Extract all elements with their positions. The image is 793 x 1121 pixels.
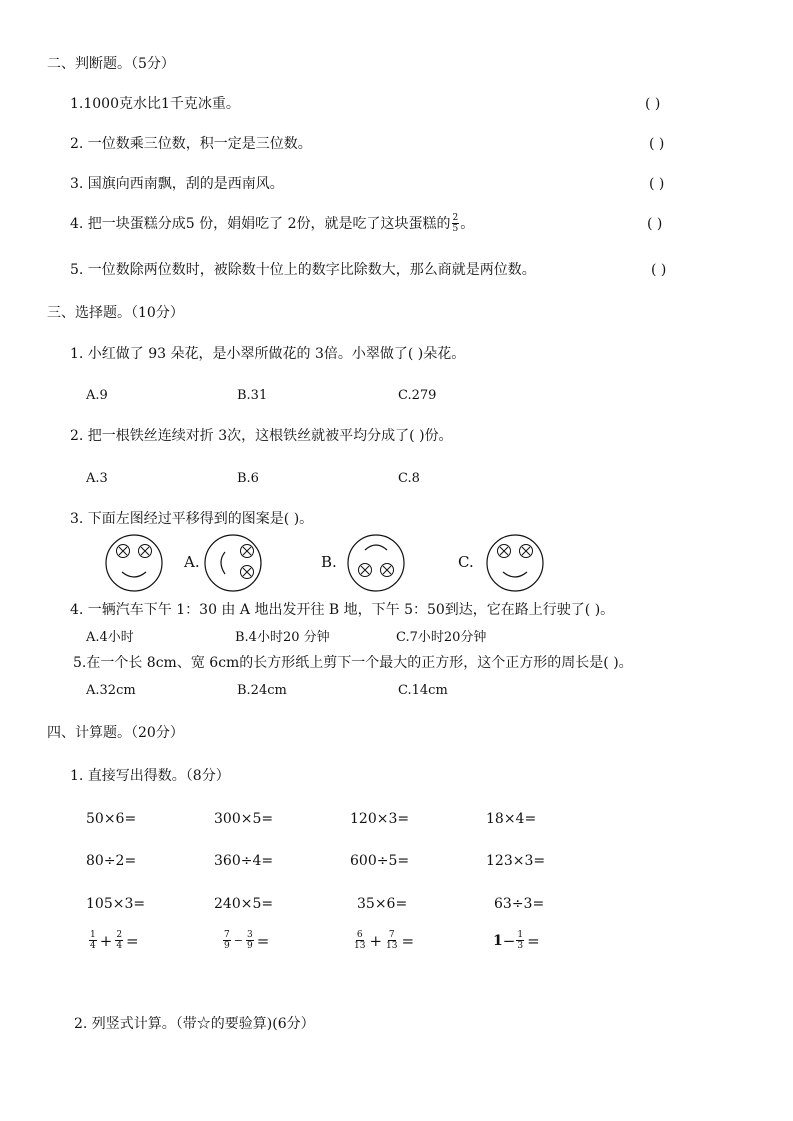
fraction-denominator: 13 bbox=[386, 941, 398, 951]
fraction-denominator: 4 bbox=[90, 941, 96, 951]
choice-question-2: 2. 把一根铁丝连续对折 3次，这根铁丝就被平均分成了( )份。 bbox=[70, 428, 453, 444]
q4-option-a[interactable]: A.4小时 bbox=[86, 630, 134, 645]
operator: + bbox=[369, 931, 383, 950]
fraction-denominator: 9 bbox=[246, 941, 253, 951]
fraction-expression-2 bbox=[222, 930, 271, 951]
fraction-numerator: 6 bbox=[356, 930, 363, 940]
fraction-numerator: 1 bbox=[90, 930, 96, 940]
calc-subheading-2: 2. 列竖式计算。（带☆的要验算)(6分） bbox=[74, 1016, 315, 1032]
calc-expression: 120×3= bbox=[350, 811, 410, 827]
answer-blank-2[interactable]: ( ) bbox=[649, 136, 665, 152]
judgement-item-4 bbox=[70, 213, 474, 234]
fraction-expression-3 bbox=[352, 930, 416, 951]
fraction-numerator: 7 bbox=[224, 930, 230, 940]
q4-option-c[interactable]: C.7小时20分钟 bbox=[396, 630, 487, 645]
q1-option-c[interactable]: C.279 bbox=[398, 388, 437, 403]
fraction-denominator: 9 bbox=[224, 941, 230, 951]
q3-option-a[interactable]: A. bbox=[184, 553, 200, 571]
q3-option-c[interactable]: C. bbox=[458, 553, 474, 571]
original-face-figure bbox=[106, 535, 162, 591]
calc-expression: 360÷4= bbox=[214, 853, 274, 869]
calc-expression: 105×3= bbox=[86, 896, 146, 912]
answer-blank-1[interactable]: ( ) bbox=[645, 96, 661, 112]
fraction-denominator: 3 bbox=[517, 941, 524, 951]
choice-question-1: 1. 小红做了 93 朵花，是小翠所做花的 3倍。小翠做了( )朵花。 bbox=[70, 346, 466, 362]
q5-option-b[interactable]: B.24cm bbox=[237, 683, 287, 698]
calc-expression: 80÷2= bbox=[86, 853, 137, 869]
judgement-item-3: 3. 国旗向西南飘，刮的是西南风。 bbox=[70, 176, 284, 192]
fraction-numerator: 2 bbox=[116, 930, 123, 940]
fraction-numerator: 2 bbox=[452, 213, 459, 223]
section-heading-calculation: 四、计算题。（20分） bbox=[47, 725, 184, 741]
fraction-denominator: 13 bbox=[354, 941, 366, 951]
calc-expression: 240×5= bbox=[214, 896, 274, 912]
whole-number: 1 bbox=[493, 932, 503, 949]
fraction-two-fifths bbox=[452, 213, 460, 234]
answer-blank-3[interactable]: ( ) bbox=[649, 176, 665, 192]
judgement-item-1: 1.1000克水比1千克冰重。 bbox=[70, 96, 240, 112]
calc-expression: 123×3= bbox=[486, 853, 546, 869]
equals-sign: = bbox=[256, 931, 270, 950]
operator: − bbox=[502, 931, 516, 950]
answer-blank-5[interactable]: ( ) bbox=[651, 262, 667, 278]
calc-expression: 63÷3= bbox=[494, 896, 545, 912]
choice-question-5: 5.在一个长 8cm、宽 6cm的长方形纸上剪下一个最大的正方形，这个正方形的周长是( )。 bbox=[73, 655, 633, 671]
calc-expression: 600÷5= bbox=[350, 853, 410, 869]
q1-option-a[interactable]: A.9 bbox=[86, 388, 108, 403]
q2-option-b[interactable]: B.6 bbox=[237, 471, 259, 486]
fraction-numerator: 7 bbox=[388, 930, 395, 940]
q4-option-b[interactable]: B.4小时20 分钟 bbox=[235, 630, 330, 645]
judgement-item-4-end: 。 bbox=[460, 215, 475, 232]
q1-option-b[interactable]: B.31 bbox=[237, 388, 268, 403]
calc-expression: 300×5= bbox=[214, 811, 274, 827]
fraction-numerator: 1 bbox=[517, 930, 524, 940]
section-heading-choice: 三、选择题。（10分） bbox=[47, 305, 184, 321]
fraction-numerator: 3 bbox=[246, 930, 253, 940]
q5-option-a[interactable]: A.32cm bbox=[86, 683, 136, 698]
operator: + bbox=[99, 931, 113, 950]
option-a-face-figure bbox=[205, 535, 261, 591]
q5-option-c[interactable]: C.14cm bbox=[398, 683, 448, 698]
fraction-denominator: 5 bbox=[452, 224, 459, 234]
calc-expression: 18×4= bbox=[486, 811, 537, 827]
answer-blank-4[interactable]: ( ) bbox=[647, 216, 663, 232]
section-heading-judgement: 二、判断题。（5分） bbox=[47, 56, 175, 72]
fraction-expression-1 bbox=[88, 930, 141, 951]
fraction-expression-4 bbox=[493, 930, 542, 951]
choice-question-3: 3. 下面左图经过平移得到的图案是( )。 bbox=[70, 511, 314, 527]
equals-sign: = bbox=[126, 931, 139, 950]
fraction-denominator: 4 bbox=[116, 941, 123, 951]
equals-sign: = bbox=[401, 931, 415, 950]
option-b-face-figure bbox=[348, 535, 404, 591]
calc-subheading-1: 1. 直接写出得数。（8分） bbox=[70, 768, 230, 784]
operator: − bbox=[233, 934, 243, 947]
equals-sign: = bbox=[527, 931, 540, 950]
choice-question-4: 4. 一辆汽车下午 1：30 由 A 地出发开往 B 地，下午 5：50到达，它在路上行驶了( )。 bbox=[70, 602, 615, 618]
q3-option-b[interactable]: B. bbox=[321, 553, 337, 571]
calc-expression: 35×6= bbox=[357, 896, 408, 912]
calc-expression: 50×6= bbox=[86, 811, 137, 827]
judgement-item-5: 5. 一位数除两位数时，被除数十位上的数字比除数大，那么商就是两位数。 bbox=[70, 262, 536, 278]
q2-option-c[interactable]: C.8 bbox=[398, 471, 420, 486]
judgement-item-2: 2. 一位数乘三位数，积一定是三位数。 bbox=[70, 136, 312, 152]
q2-option-a[interactable]: A.3 bbox=[86, 471, 108, 486]
option-c-face-figure bbox=[487, 535, 543, 591]
judgement-item-4-text: 4. 把一块蛋糕分成5 份，娟娟吃了 2份，就是吃了这块蛋糕的 bbox=[70, 215, 451, 232]
